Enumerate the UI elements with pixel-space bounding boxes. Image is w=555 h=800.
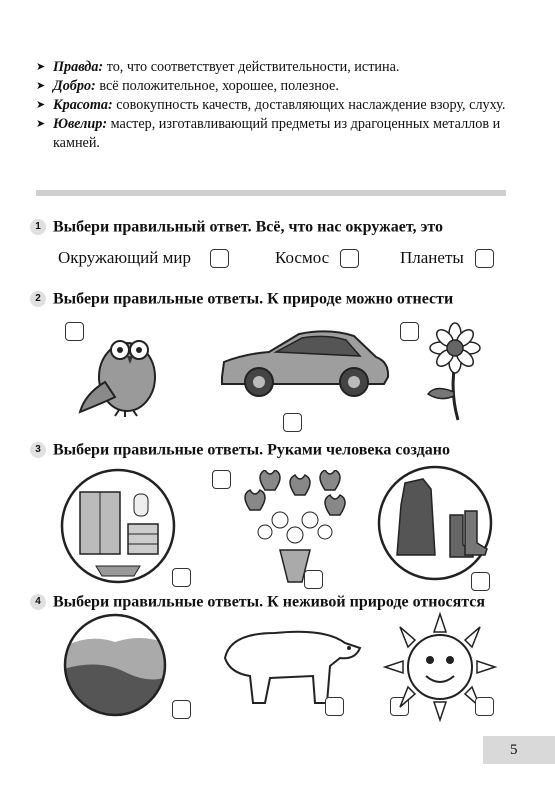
task-question: Выбери правильный ответ. Всё, что нас окружает, это	[53, 218, 444, 236]
option-label: Окружающий мир	[58, 248, 191, 267]
bullet-arrow-icon: ➤	[36, 61, 46, 73]
answer-checkbox[interactable]	[172, 700, 191, 719]
answer-checkbox[interactable]	[172, 568, 191, 587]
task-number-badge: 1	[30, 219, 46, 235]
polar-bear-icon	[215, 618, 365, 708]
task-2-heading	[30, 290, 453, 308]
page-number: 5	[483, 736, 555, 764]
answer-checkbox[interactable]	[340, 249, 359, 268]
answer-checkbox[interactable]	[212, 470, 231, 489]
task-number-badge: 2	[30, 291, 46, 307]
answer-checkbox[interactable]	[400, 322, 419, 341]
task-4-heading	[30, 593, 485, 611]
definition-text: мастер, изготавливающий предметы из драгоценных металлов и камней.	[53, 116, 501, 151]
answer-checkbox[interactable]	[475, 249, 494, 268]
landscape-river-icon	[55, 612, 175, 718]
task-3-heading	[30, 441, 450, 459]
answer-checkbox[interactable]	[210, 249, 229, 268]
bullet-arrow-icon: ➤	[36, 99, 46, 111]
option-label: Космос	[275, 248, 330, 267]
owl-icon	[75, 322, 165, 420]
section-divider	[36, 190, 506, 196]
definition-item	[36, 77, 506, 96]
bouquet-icon	[230, 470, 360, 588]
answer-checkbox[interactable]	[283, 413, 302, 432]
definition-item	[36, 115, 506, 153]
answer-checkbox[interactable]	[475, 697, 494, 716]
task-number-badge: 4	[30, 594, 46, 610]
definition-term: Добро:	[53, 78, 96, 94]
definition-item	[36, 96, 506, 115]
car-icon	[214, 322, 394, 402]
task-question: Выбери правильные ответы. К неживой природе относятся	[53, 593, 486, 611]
definition-term: Красота:	[53, 97, 113, 113]
definition-term: Правда:	[53, 59, 104, 75]
task-number-badge: 3	[30, 442, 46, 458]
definition-term: Ювелир:	[53, 116, 108, 132]
definition-text: всё положительное, хорошее, полезное.	[95, 78, 339, 94]
definitions-list	[36, 58, 506, 153]
answer-checkbox[interactable]	[304, 570, 323, 589]
definition-item	[36, 58, 506, 77]
definition-text: то, что соответствует действительности, истина.	[103, 59, 400, 75]
option-label: Планеты	[400, 248, 464, 267]
room-furniture-icon	[58, 468, 178, 584]
task-question: Выбери правильные ответы. К природе можно отнести	[53, 290, 454, 308]
task-1-heading	[30, 218, 443, 236]
flower-icon	[420, 322, 490, 422]
bullet-arrow-icon: ➤	[36, 80, 46, 92]
clothes-boots-icon	[375, 465, 495, 581]
answer-checkbox[interactable]	[471, 572, 490, 591]
answer-checkbox[interactable]	[325, 697, 344, 716]
task-question: Выбери правильные ответы. Руками человека создано	[53, 441, 450, 459]
definition-text: совокупность качеств, доставляющих наслаждение взору, слуху.	[112, 97, 506, 113]
bullet-arrow-icon: ➤	[36, 118, 46, 130]
